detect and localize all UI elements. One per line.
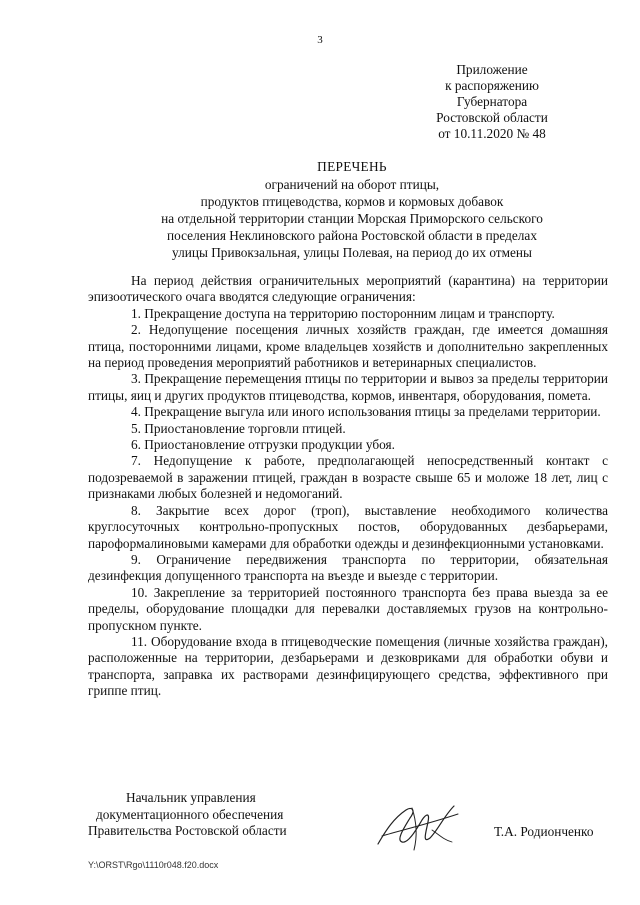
list-item: 7. Недопущение к работе, предполагающей непосредственный контакт с подозреваемой в заражении птицей, граждан в возрасте свыше 65 и моложе 18 лет, лиц с признаками любых болезней и недомоганий. <box>88 453 608 502</box>
heading-line: улицы Привокзальная, улицы Полевая, на период до их отмены <box>172 245 532 260</box>
list-item: 3. Прекращение перемещения птицы по территории и вывоз за пределы территории птицы, яиц и других продуктов птицеводства, кормов, инвентаря, оборудования, помета. <box>88 371 608 403</box>
document-title: ПЕРЕЧЕНЬ <box>317 159 387 174</box>
signatory-line: Начальник управления <box>126 790 256 805</box>
document-heading <box>88 158 616 261</box>
document-body <box>88 273 608 700</box>
list-item: 11. Оборудование входа в птицеводческие помещения (личные хозяйства граждан), расположенные на территории, дезбарьерами и дезковриками для обработки обуви и транспорта, заправка их растворами дезинфицирующего средства, эффективного при гриппе птиц. <box>88 633 608 699</box>
list-item: 10. Закрепление за территорией постоянного транспорта без права выезда за ее пределы, оборудование площадки для перевалки доставляемых грузов на контрольно-пропускном пункте. <box>88 584 608 633</box>
approval-line: Приложение <box>456 62 528 77</box>
intro-paragraph: На период действия ограничительных мероприятий (карантина) на территории эпизоотического очага вводятся следующие ограничения: <box>88 273 608 305</box>
approval-line: Губернатора <box>456 94 528 109</box>
list-item: 9. Ограничение передвижения транспорта по территории, обязательная дезинфекция допущенного транспорта на въезде и выезде с территории. <box>88 551 608 584</box>
signer-name: Т.А. Родионченко <box>494 824 594 839</box>
list-item: 6. Приостановление отгрузки продукции убоя. <box>131 437 395 453</box>
signatory-line: Правительства Ростовской области <box>88 823 287 839</box>
heading-line: на отдельной территории станции Морская Приморского сельского <box>161 211 543 226</box>
approval-date: от 10.11.2020 № 48 <box>438 126 546 141</box>
heading-line: поселения Неклиновского района Ростовской области в пределах <box>167 228 537 243</box>
approval-line: Ростовской области <box>436 110 548 125</box>
approval-line: к распоряжению <box>445 78 539 93</box>
list-item: 4. Прекращение выгула или иного использования птицы за пределами территории. <box>131 404 601 420</box>
heading-line: ограничений на оборот птицы, <box>264 177 440 192</box>
list-item: 2. Недопущение посещения личных хозяйств граждан, где имеется домашняя птица, посторонними лицами, кроме владельцев хозяйств и дополнительно закрепленных на период проведения мероприятий работников и ветеринарных специалистов. <box>88 322 608 371</box>
handwritten-signature <box>372 800 462 854</box>
list-item: 8. Закрытие всех дорог (троп), выставление необходимого количества круглосуточных контрольно-пропускных постов, оборудованных дезбарьерами, пароформалиновыми камерами для обработки одежды и дезинфекционными установками. <box>88 502 608 551</box>
file-path: Y:\ORST\Rgo\1110r048.f20.docx <box>88 860 219 870</box>
list-item: 5. Приостановление торговли птицей. <box>131 420 346 436</box>
signatory-title <box>88 790 328 840</box>
list-item: 1. Прекращение доступа на территорию посторонним лицам и транспорту. <box>131 305 555 321</box>
approval-block <box>402 62 582 142</box>
heading-line: продуктов птицеводства, кормов и кормовых добавок <box>200 194 504 209</box>
page-number: 3 <box>317 34 323 46</box>
signatory-line: документационного обеспечения <box>96 806 284 822</box>
